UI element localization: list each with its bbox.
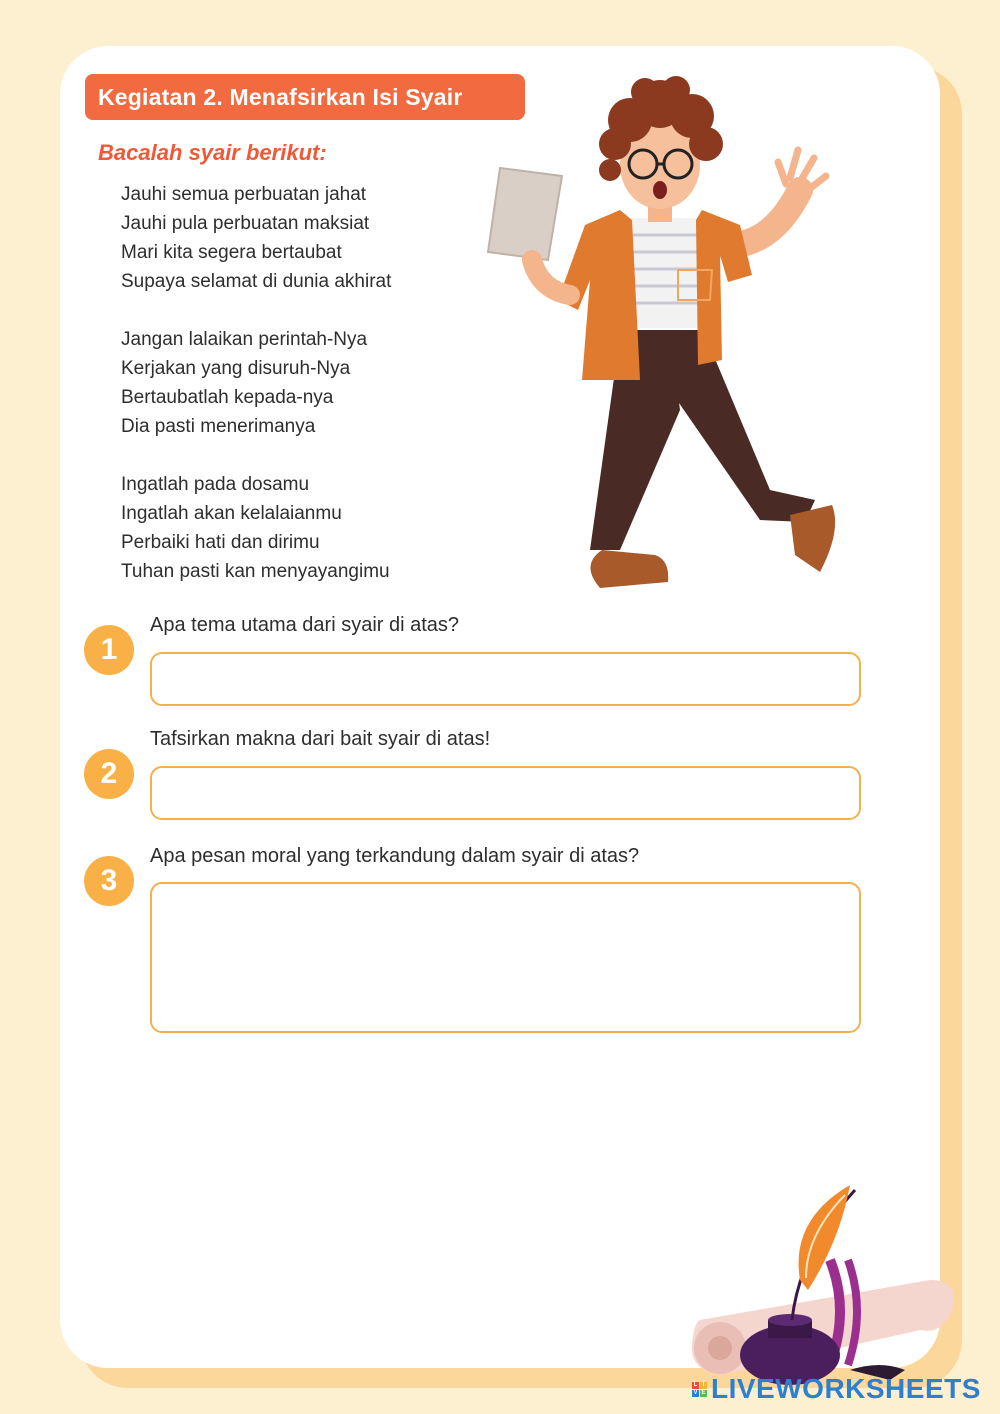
answer-3-input[interactable]: [150, 882, 861, 1033]
question-3-text: Apa pesan moral yang terkandung dalam syair di atas?: [150, 845, 640, 867]
question-2-text: Tafsirkan makna dari bait syair di atas!: [150, 728, 491, 750]
poem: [121, 180, 501, 586]
question-1-text: Apa tema utama dari syair di atas?: [150, 614, 460, 636]
logo-letter: I: [700, 1382, 707, 1389]
question-1-number: 1: [84, 625, 134, 675]
logo-letter: E: [701, 1389, 706, 1396]
activity-title: Kegiatan 2. Menafsirkan Isi Syair: [85, 74, 525, 120]
liveworksheets-logo: [692, 1382, 707, 1397]
instruction-text: Bacalah syair berikut:: [98, 140, 327, 165]
logo-letter: V: [693, 1389, 698, 1396]
poem-line: Jauhi pula perbuatan maksiat: [121, 213, 370, 234]
poem-line: Ingatlah pada dosamu: [121, 474, 310, 495]
poem-stanza-3: [121, 470, 501, 586]
scroll-quill-ink-illustration: [680, 1180, 970, 1390]
question-3-number: 3: [84, 856, 134, 906]
poem-line: Supaya selamat di dunia akhirat: [121, 271, 392, 292]
poem-line: Jangan lalaikan perintah-Nya: [121, 329, 368, 350]
poem-stanza-2: [121, 325, 501, 441]
poem-line: Perbaiki hati dan dirimu: [121, 532, 320, 553]
liveworksheets-watermark: [692, 1374, 981, 1404]
poem-line: Tuhan pasti kan menyayangimu: [121, 561, 390, 582]
watermark-text: LIVEWORKSHEETS: [711, 1373, 981, 1404]
question-2-number: 2: [84, 749, 134, 799]
poem-line: Ingatlah akan kelalaianmu: [121, 503, 342, 524]
poem-line: Kerjakan yang disuruh-Nya: [121, 358, 351, 379]
logo-letter: L: [693, 1381, 698, 1388]
answer-1-input[interactable]: [150, 652, 861, 706]
poem-line: Mari kita segera bertaubat: [121, 242, 342, 263]
poem-line: Dia pasti menerimanya: [121, 416, 316, 437]
answer-2-input[interactable]: [150, 766, 861, 820]
poem-line: Bertaubatlah kepada-nya: [121, 387, 334, 408]
poem-line: Jauhi semua perbuatan jahat: [121, 184, 367, 205]
poem-stanza-1: [121, 180, 501, 296]
poet-illustration: [470, 60, 870, 610]
